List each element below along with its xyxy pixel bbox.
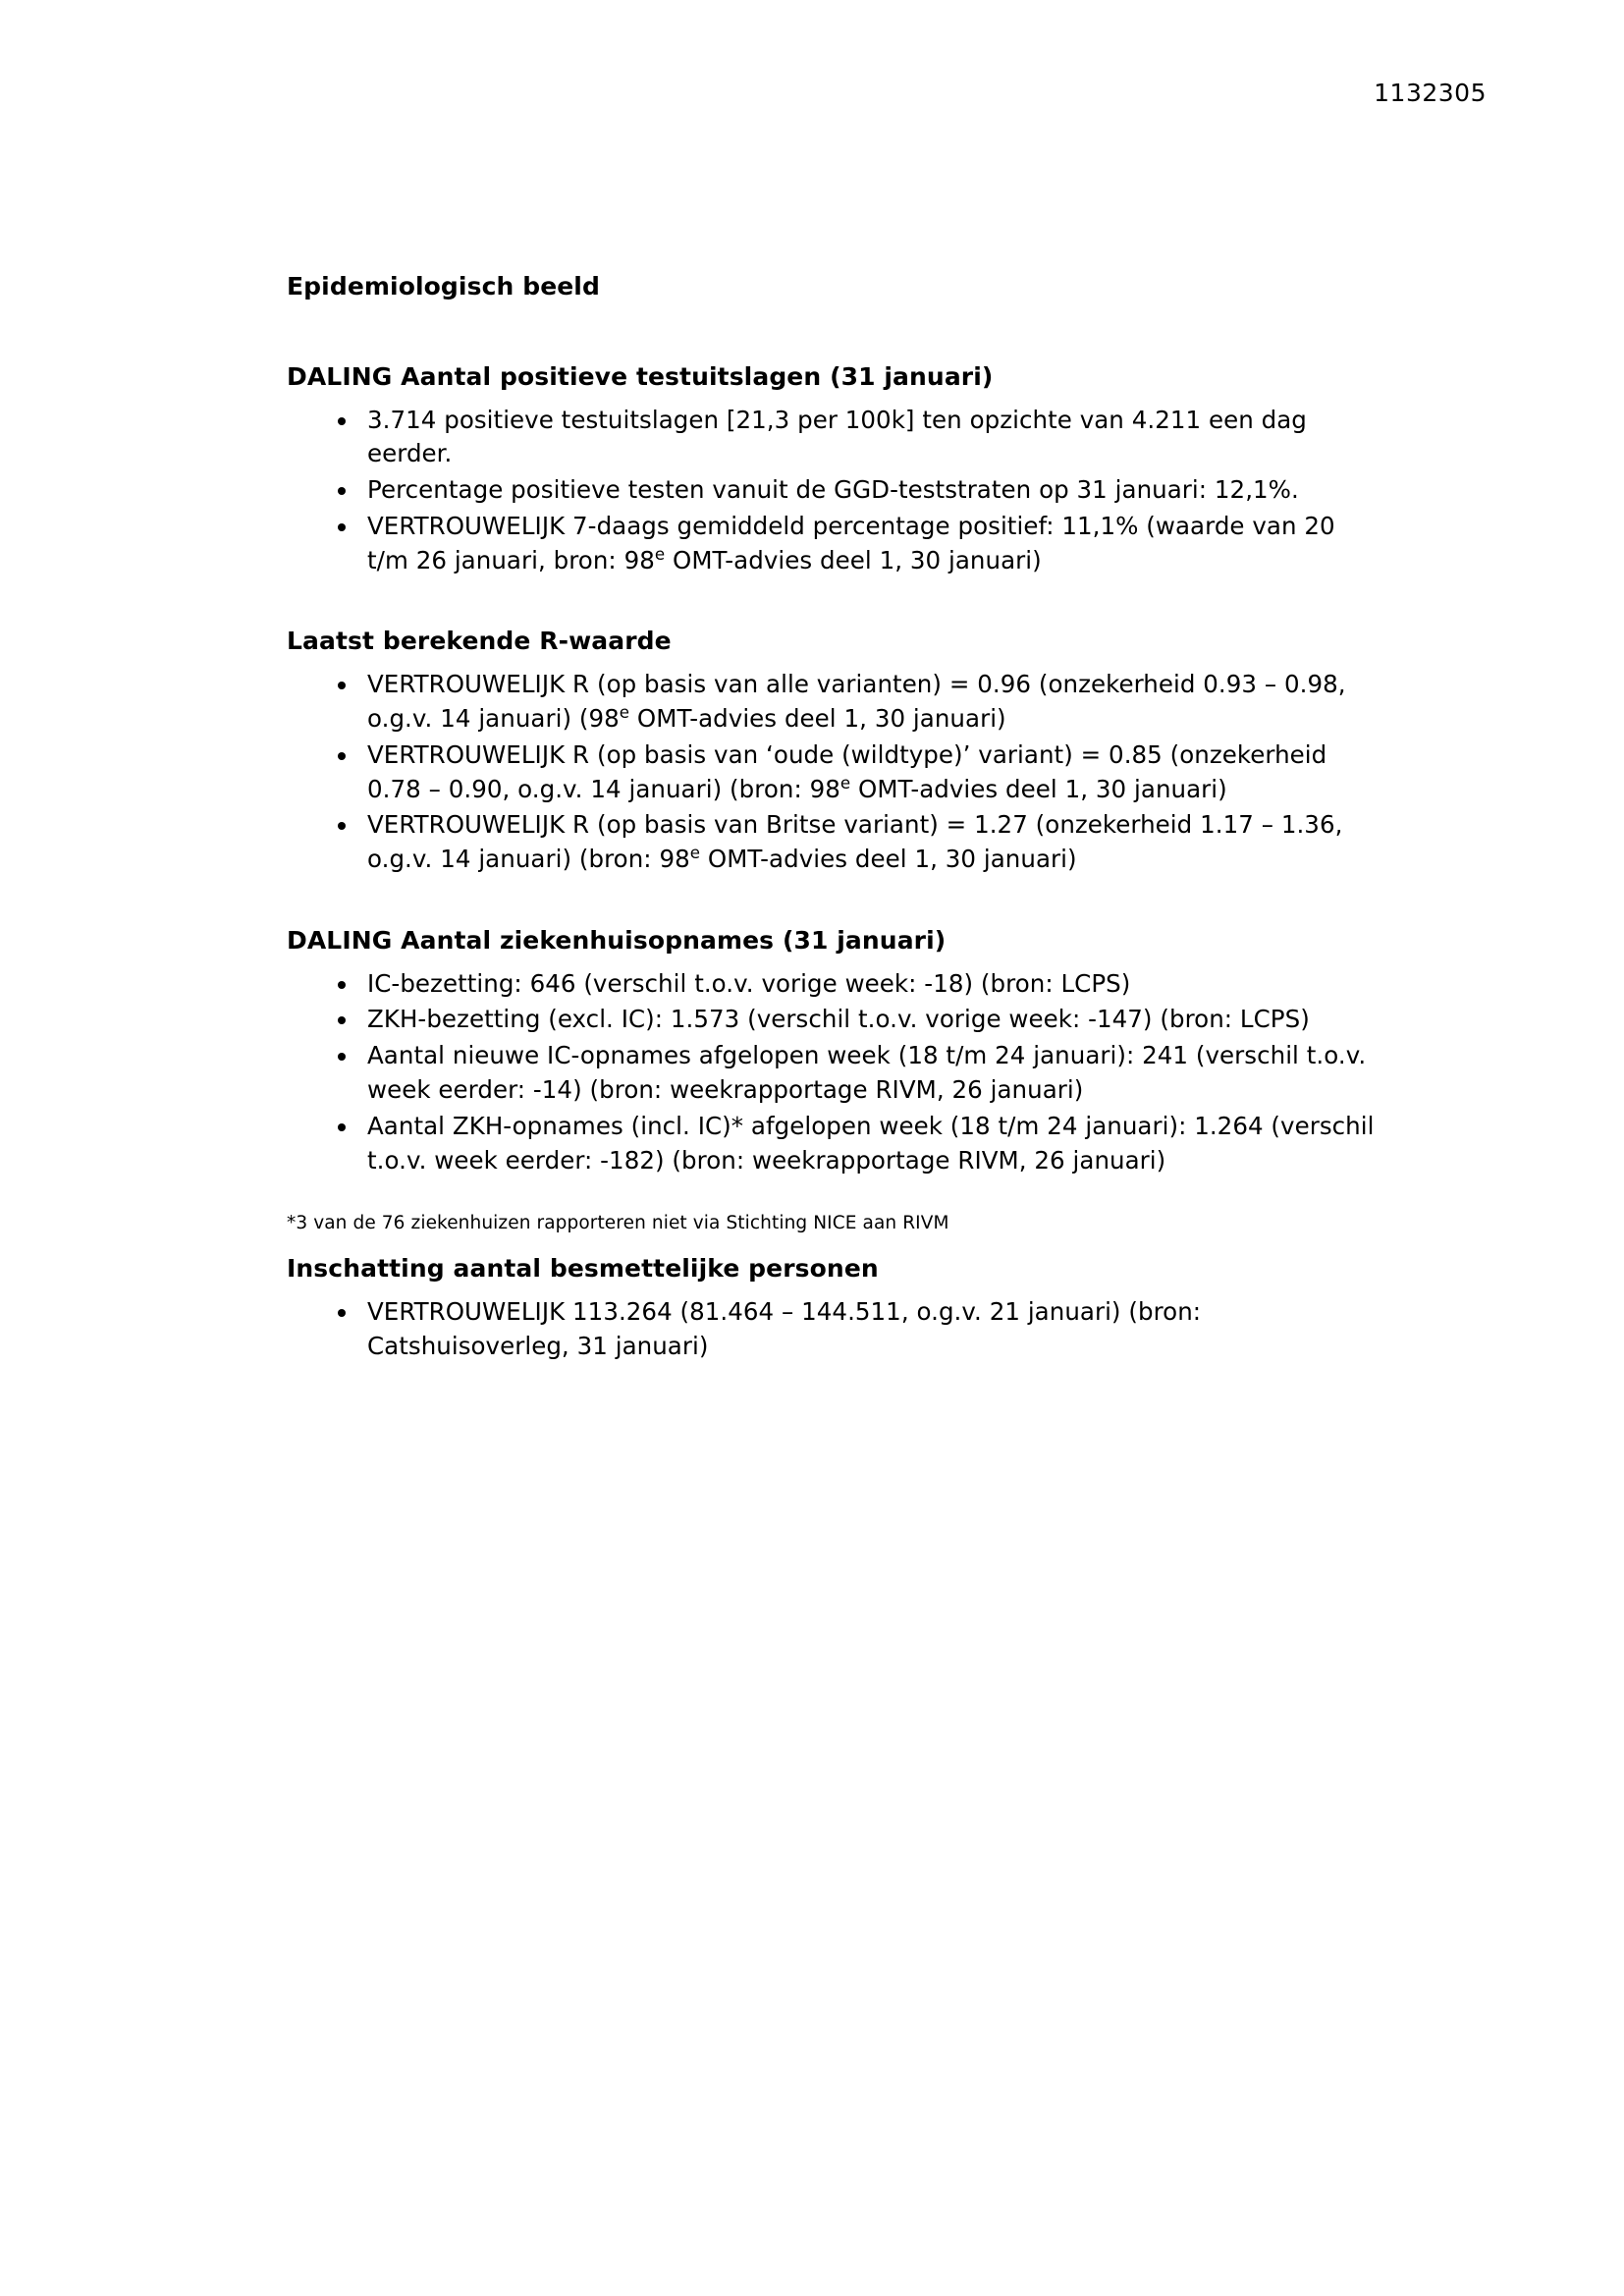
list-item: VERTROUWELIJK R (op basis van ‘oude (wildtype)’ variant) = 0.85 (onzekerheid 0.78 – 0.90, o.g.v. 14 januari) (bron: 98e OMT-advies deel 1, 30 januari) bbox=[287, 738, 1377, 807]
page-title: Epidemiologisch beeld bbox=[287, 272, 600, 301]
heading-besmettelijke-personen: Inschatting aantal besmettelijke personen bbox=[287, 1254, 879, 1284]
spacer bbox=[287, 579, 1377, 625]
list-item: ZKH-bezetting (excl. IC): 1.573 (verschil t.o.v. vorige week: -147) (bron: LCPS) bbox=[287, 1003, 1377, 1037]
list-item: VERTROUWELIJK R (op basis van alle varianten) = 0.96 (onzekerheid 0.93 – 0.98, o.g.v. 14 januari) (98e OMT-advies deel 1, 30 januari) bbox=[287, 668, 1377, 737]
list-item: Aantal ZKH-opnames (incl. IC)* afgelopen week (18 t/m 24 januari): 1.264 (verschil t.o.v. week eerder: -182) (bron: weekrapportage RIVM, 26 januari) bbox=[287, 1110, 1377, 1178]
list-r-waarde bbox=[287, 668, 1377, 877]
spacer bbox=[287, 879, 1377, 924]
document-content bbox=[287, 270, 1377, 1365]
heading-positieve-testuitslagen: DALING Aantal positieve testuitslagen (31 januari) bbox=[287, 361, 994, 391]
list-item: Aantal nieuwe IC-opnames afgelopen week (18 t/m 24 januari): 241 (verschil t.o.v. week eerder: -14) (bron: weekrapportage RIVM, 26 januari) bbox=[287, 1039, 1377, 1108]
footnote: *3 van de 76 ziekenhuizen rapporteren niet via Stichting NICE aan RIVM bbox=[287, 1213, 949, 1234]
list-besmettelijke-personen bbox=[287, 1295, 1377, 1364]
spacer bbox=[287, 303, 1377, 360]
heading-r-waarde: Laatst berekende R-waarde bbox=[287, 627, 672, 656]
list-item: VERTROUWELIJK 7-daags gemiddeld percentage positief: 11,1% (waarde van 20 t/m 26 januari, bron: 98e OMT-advies deel 1, 30 januari) bbox=[287, 510, 1377, 578]
list-item: Percentage positieve testen vanuit de GGD-teststraten op 31 januari: 12,1%. bbox=[287, 473, 1377, 508]
list-item: IC-bezetting: 646 (verschil t.o.v. vorige week: -18) (bron: LCPS) bbox=[287, 967, 1377, 1002]
document-id-number: 1132305 bbox=[1374, 79, 1487, 107]
list-item: VERTROUWELIJK R (op basis van Britse variant) = 1.27 (onzekerheid 1.17 – 1.36, o.g.v. 14 januari) (bron: 98e OMT-advies deel 1, 30 januari) bbox=[287, 808, 1377, 877]
list-ziekenhuisopnames bbox=[287, 967, 1377, 1178]
list-item: VERTROUWELIJK 113.264 (81.464 – 144.511, o.g.v. 21 januari) (bron: Catshuisoverleg, 31 januari) bbox=[287, 1295, 1377, 1364]
list-positieve-testuitslagen bbox=[287, 404, 1377, 578]
list-item: 3.714 positieve testuitslagen [21,3 per 100k] ten opzichte van 4.211 een dag eerder. bbox=[287, 404, 1377, 472]
spacer bbox=[287, 1236, 1377, 1252]
heading-ziekenhuisopnames: DALING Aantal ziekenhuisopnames (31 januari) bbox=[287, 925, 947, 955]
